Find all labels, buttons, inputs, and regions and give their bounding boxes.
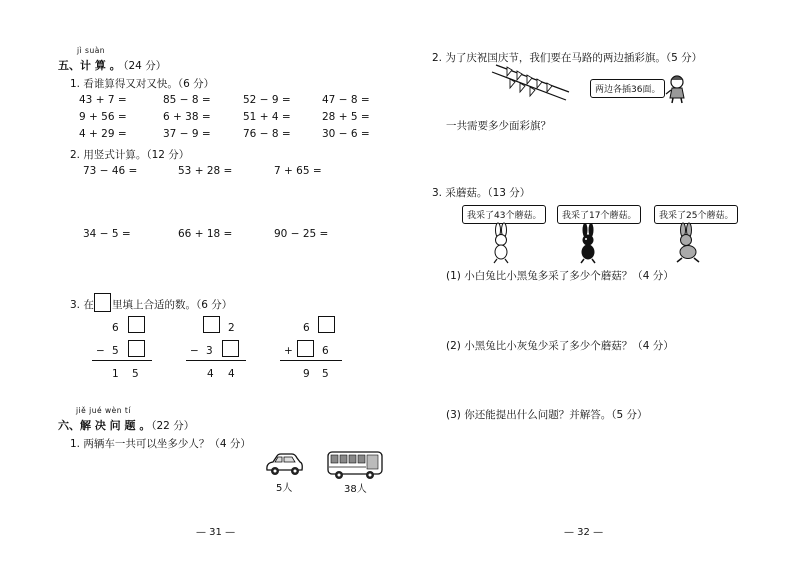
car-label: 5人 bbox=[276, 483, 293, 494]
child-icon bbox=[664, 74, 690, 104]
q3-operator: + bbox=[284, 345, 293, 357]
q1-item: 6 + 38 = bbox=[163, 111, 211, 123]
q1-item: 52 − 9 = bbox=[243, 94, 291, 106]
q1-item: 51 + 4 = bbox=[243, 111, 291, 123]
q2-item: 66 + 18 = bbox=[178, 228, 233, 240]
q3-line bbox=[186, 360, 246, 361]
q3-digit: 6 bbox=[112, 322, 119, 334]
q2-item: 73 − 46 = bbox=[83, 165, 138, 177]
q6-1-title: 1. 两辆车一共可以坐多少人？（4 分） bbox=[70, 438, 251, 450]
q1-item: 76 − 8 = bbox=[243, 128, 291, 140]
gray-rabbit-icon bbox=[672, 224, 704, 264]
bus-label: 38人 bbox=[344, 484, 367, 495]
black-rabbit-icon bbox=[575, 224, 601, 264]
q1-item: 85 − 8 = bbox=[163, 94, 211, 106]
q3-answer-box[interactable] bbox=[297, 340, 314, 357]
q3-operator: − bbox=[96, 345, 105, 357]
section6-points: （22 分） bbox=[146, 420, 195, 432]
q3-answer-box[interactable] bbox=[128, 340, 145, 357]
q3-digit: 5 bbox=[322, 368, 329, 380]
q2-title: 2. 用竖式计算。（12 分） bbox=[70, 149, 190, 161]
q3-digit: 1 bbox=[112, 368, 119, 380]
q3-title-box bbox=[94, 293, 111, 312]
section6-title: 六、解 决 问 题 。 bbox=[58, 419, 151, 432]
car-icon bbox=[264, 452, 304, 478]
q1-item: 28 + 5 = bbox=[322, 111, 370, 123]
page-number: — 32 — bbox=[564, 527, 604, 538]
section5-pinyin: jì suàn bbox=[77, 46, 106, 55]
page-number: — 31 — bbox=[196, 527, 236, 538]
q3-title-suffix: 里填上合适的数。（6 分） bbox=[112, 299, 233, 311]
r-q3-bubble-black-rabbit: 我采了17个蘑菇。 bbox=[557, 205, 641, 224]
q1-item: 47 − 8 = bbox=[322, 94, 370, 106]
q3-answer-box[interactable] bbox=[128, 316, 145, 333]
white-rabbit-icon bbox=[488, 224, 514, 264]
q3-answer-box[interactable] bbox=[318, 316, 335, 333]
r-q3-bubble-white-rabbit: 我采了43个蘑菇。 bbox=[462, 205, 546, 224]
q2-item: 7 + 65 = bbox=[274, 165, 322, 177]
q1-item: 4 + 29 = bbox=[79, 128, 127, 140]
road-flags-illustration bbox=[490, 64, 570, 104]
q3-operator: − bbox=[190, 345, 199, 357]
q1-item: 37 − 9 = bbox=[163, 128, 211, 140]
r-q3-sub1: (1) 小白兔比小黑兔多采了多少个蘑菇？（4 分） bbox=[446, 270, 674, 282]
r-q3-sub3: (3) 你还能提出什么问题？并解答。（5 分） bbox=[446, 409, 648, 421]
section6-pinyin: jiě jué wèn tí bbox=[76, 406, 131, 415]
q3-digit: 2 bbox=[228, 322, 235, 334]
section5-title: 五、计 算 。 bbox=[58, 59, 121, 72]
q3-line bbox=[92, 360, 152, 361]
q3-digit: 5 bbox=[132, 368, 139, 380]
r-q2-speech-bubble: 两边各插36面。 bbox=[590, 79, 665, 98]
q3-title-prefix: 3. 在 bbox=[70, 299, 94, 311]
q2-item: 34 − 5 = bbox=[83, 228, 131, 240]
q3-answer-box[interactable] bbox=[203, 316, 220, 333]
q1-title: 1. 看谁算得又对又快。（6 分） bbox=[70, 78, 215, 90]
q3-line bbox=[280, 360, 342, 361]
q3-digit: 6 bbox=[303, 322, 310, 334]
q3-digit: 6 bbox=[322, 345, 329, 357]
q3-digit: 4 bbox=[228, 368, 235, 380]
q3-answer-box[interactable] bbox=[222, 340, 239, 357]
q2-item: 53 + 28 = bbox=[178, 165, 233, 177]
q3-digit: 3 bbox=[206, 345, 213, 357]
r-q3-title: 3. 采蘑菇。（13 分） bbox=[432, 187, 531, 199]
q3-digit: 9 bbox=[303, 368, 310, 380]
section5-points: （24 分） bbox=[118, 60, 167, 72]
q1-item: 9 + 56 = bbox=[79, 111, 127, 123]
bus-icon bbox=[327, 450, 383, 480]
r-q2-title: 2. 为了庆祝国庆节，我们要在马路的两边插彩旗。（5 分） bbox=[432, 52, 703, 64]
r-q2-question: 一共需要多少面彩旗？ bbox=[446, 120, 551, 132]
q1-item: 30 − 6 = bbox=[322, 128, 370, 140]
r-q3-sub2: (2) 小黑兔比小灰兔少采了多少个蘑菇？（4 分） bbox=[446, 340, 674, 352]
r-q3-bubble-gray-rabbit: 我采了25个蘑菇。 bbox=[654, 205, 738, 224]
q1-item: 43 + 7 = bbox=[79, 94, 127, 106]
q3-digit: 5 bbox=[112, 345, 119, 357]
q3-digit: 4 bbox=[207, 368, 214, 380]
q2-item: 90 − 25 = bbox=[274, 228, 329, 240]
